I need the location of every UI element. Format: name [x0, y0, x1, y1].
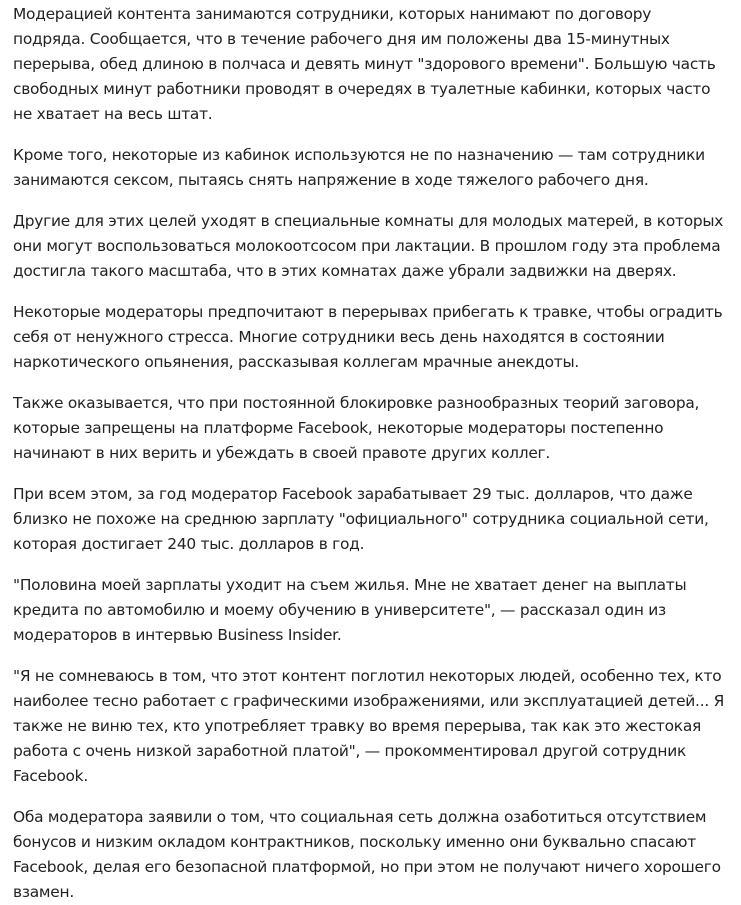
article-paragraph: "Я не сомневаюсь в том, что этот контент поглотил некоторых людей, особенно тех, кто наиболее тесно работает с графическими изображениями, или эксплуатацией детей... Я также не виню тех, кто употребляет травку во время перерыва, так как это жестокая работа с очень низкой заработной платой", — прокомментировал другой сотрудник Facebook.: [13, 667, 725, 785]
article-paragraph: Оба модератора заявили о том, что социальная сеть должна озаботиться отсутствием бонусов и низким окладом контрактников, поскольку именно они буквально спасают Facebook, делая его безопасной платформой, но при этом не получают ничего хорошего взамен.: [13, 808, 721, 901]
article-paragraph: Кроме того, некоторые из кабинок используются не по назначению — там сотрудники занимаются сексом, пытаясь снять напряжение в ходе тяжелого рабочего дня.: [13, 146, 705, 189]
article-paragraph: Другие для этих целей уходят в специальные комнаты для молодых матерей, в которых они могут воспользоваться молокоотсосом при лактации. В прошлом году эта проблема достигла такого масштаба, что в этих комнатах даже убрали задвижки на дверях.: [13, 212, 724, 280]
article-paragraph: Модерацией контента занимаются сотрудники, которых нанимают по договору подряда. Сообщается, что в течение рабочего дня им положены два 15-минутных перерыва, обед длиною в полчаса и девять минут "здорового времени". Большую часть свободных минут работники проводят в очередях в туалетные кабинки, которых часто не хватает на весь штат.: [13, 5, 716, 123]
article-paragraph: При всем этом, за год модератор Facebook зарабатывает 29 тыс. долларов, что даже близко не похоже на среднюю зарплату "официального" сотрудника социальной сети, которая достигает 240 тыс. долларов в год.: [13, 485, 709, 553]
article-paragraph: Также оказывается, что при постоянной блокировке разнообразных теорий заговора, которые запрещены на платформе Facebook, некоторые модераторы постепенно начинают в них верить и убеждать в своей правоте других коллег.: [13, 394, 700, 462]
article-paragraph: "Половина моей зарплаты уходит на съем жилья. Мне не хватает денег на выплаты кредита по автомобилю и моему обучению в университете", — рассказал один из модераторов в интервью Business Insider.: [13, 576, 687, 644]
article-paragraph: Некоторые модераторы предпочитают в перерывах прибегать к травке, чтобы оградить себя от ненужного стресса. Многие сотрудники весь день находятся в состоянии наркотического опьянения, рассказывая коллегам мрачные анекдоты.: [13, 303, 723, 371]
